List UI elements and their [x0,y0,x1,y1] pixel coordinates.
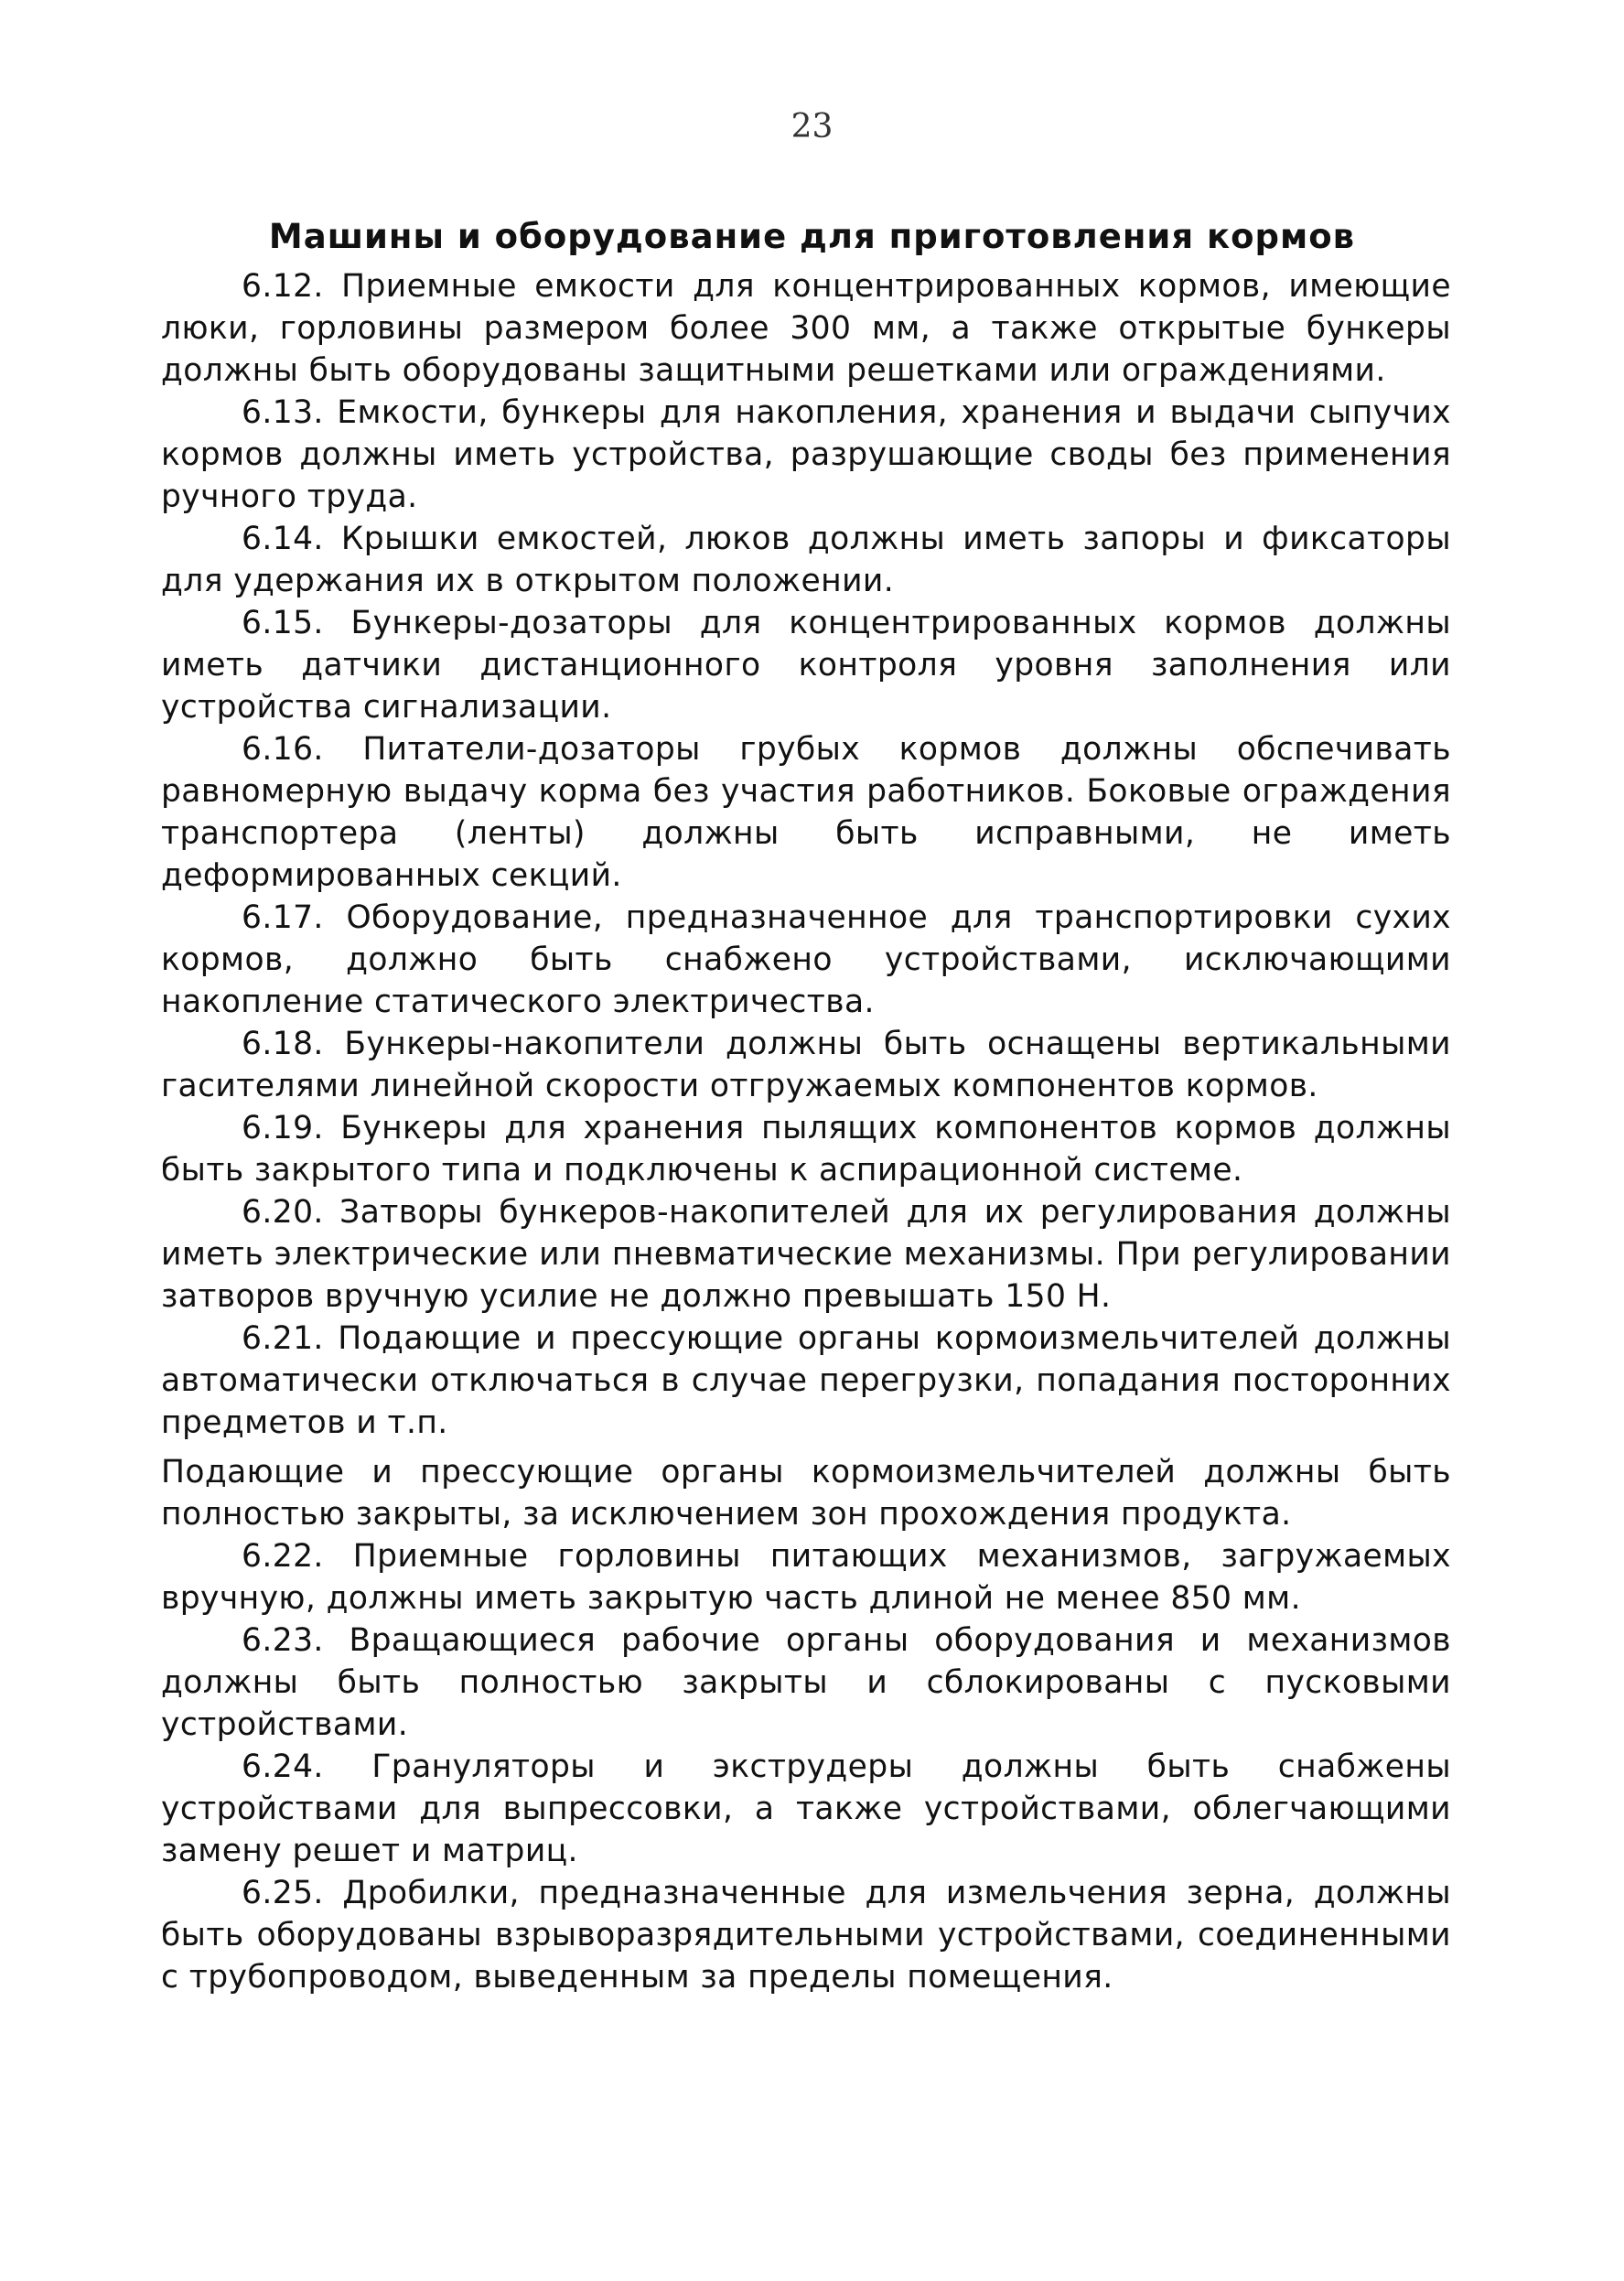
paragraph-6-13: 6.13. Емкости, бункеры для накопления, хранения и выдачи сыпучих кормов должны иметь устройства, разрушающие своды без применения ручного труда. [161,394,1451,515]
paragraph-6-16: 6.16. Питатели-дозаторы грубых кормов должны обспечивать равномерную выдачу корма без участия работников. Боковые ограждения транспортера (ленты) должны быть исправными, не иметь деформированных секций. [161,731,1451,894]
paragraph-6-22: 6.22. Приемные горловины питающих механизмов, загружаемых вручную, должны иметь закрытую часть длиной не менее 850 мм. [161,1538,1451,1617]
paragraph-6-17: 6.17. Оборудование, предназначенное для транспортировки сухих кормов, должно быть снабжено устройствами, исключающими накопление статического электричества. [161,899,1451,1020]
paragraph-6-23: 6.23. Вращающиеся рабочие органы оборудования и механизмов должны быть полностью закрыты и сблокированы с пусковыми устройствами. [161,1622,1451,1743]
paragraph-6-21-continuation: Подающие и прессующие органы кормоизмельчителей должны быть полностью закрыты, за исключением зон прохождения продукта. [161,1454,1451,1533]
paragraph-6-14: 6.14. Крышки емкостей, люков должны иметь запоры и фиксаторы для удержания их в открытом положении. [161,521,1451,599]
paragraph-6-12: 6.12. Приемные емкости для концентрированных кормов, имеющие люки, горловины размером более 300 мм, а также открытые бункеры должны быть оборудованы защитными решетками или ограждениями. [161,268,1451,389]
paragraph-6-19: 6.19. Бункеры для хранения пылящих компонентов кормов должны быть закрытого типа и подключены к аспирационной системе. [161,1110,1451,1189]
paragraph-6-21: 6.21. Подающие и прессующие органы кормоизмельчителей должны автоматически отключаться в случае перегрузки, попадания посторонних предметов и т.п. [161,1320,1451,1441]
paragraph-6-15: 6.15. Бункеры-дозаторы для концентрированных кормов должны иметь датчики дистанционного контроля уровня заполнения или устройства сигнализации. [161,605,1451,726]
body-text [161,265,1451,1998]
section-title: Машины и оборудование для приготовления кормов [268,217,1356,256]
paragraph-6-18: 6.18. Бункеры-накопители должны быть оснащены вертикальными гасителями линейной скорости отгружаемых компонентов кормов. [161,1026,1451,1104]
page-number: 23 [790,108,834,145]
paragraph-6-20: 6.20. Затворы бункеров-накопителей для их регулирования должны иметь электрические или пневматические механизмы. При регулировании затворов вручную усилие не должно превышать 150 Н. [161,1194,1451,1315]
paragraph-6-24: 6.24. Грануляторы и экструдеры должны быть снабжены устройствами для выпрессовки, а также устройствами, облегчающими замену решет и матриц. [161,1748,1451,1869]
paragraph-6-25: 6.25. Дробилки, предназначенные для измельчения зерна, должны быть оборудованы взрыворазрядительными устройствами, соединенными с трубопроводом, выведенным за пределы помещения. [161,1875,1451,1996]
